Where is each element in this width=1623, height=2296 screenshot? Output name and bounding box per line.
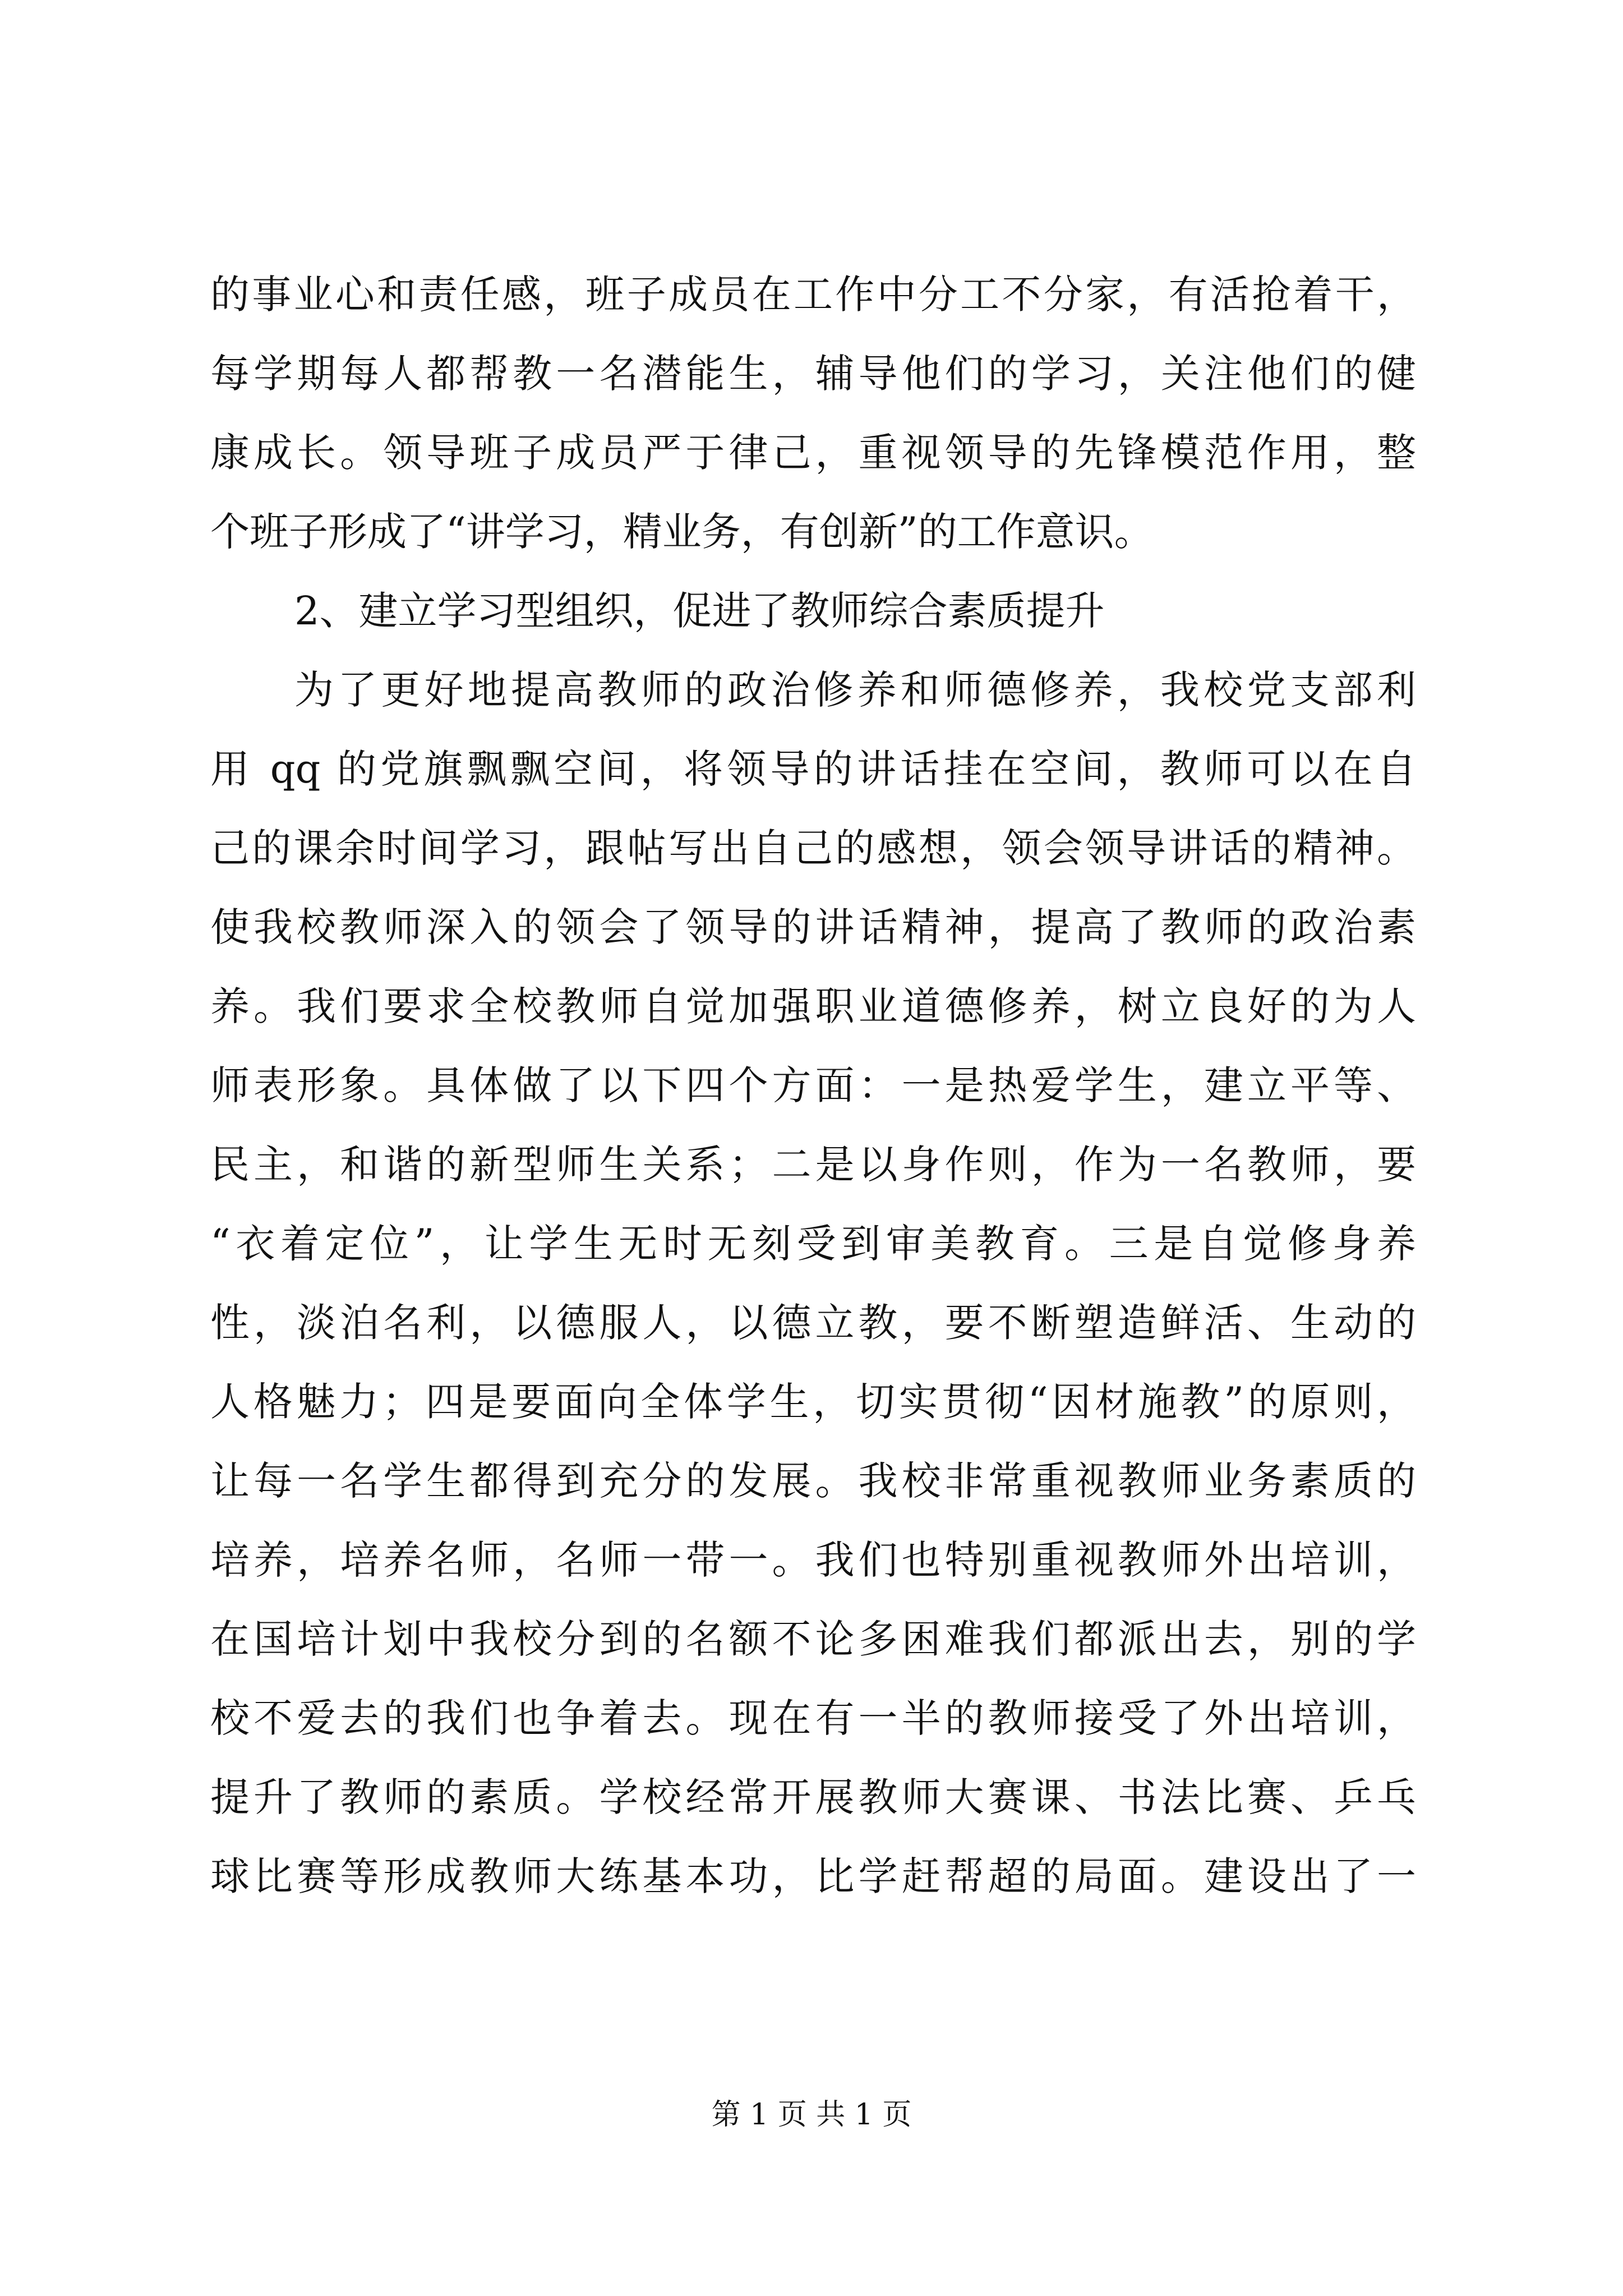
- text-line: 的事业心和责任感，班子成员在工作中分工不分家，有活抢着干，: [210, 272, 1416, 318]
- text-line: 用 qq 的党旗飘飘空间，将领导的讲话挂在空间，教师可以在自: [210, 746, 1416, 792]
- text-line: 使我校教师深入的领会了领导的讲话精神，提高了教师的政治素: [210, 904, 1416, 950]
- text-line: 在国培计划中我校分到的名额不论多困难我们都派出去，别的学: [210, 1616, 1416, 1662]
- section-heading: 2、建立学习型组织，促进了教师综合素质提升: [294, 588, 1105, 634]
- text-line: 校不爱去的我们也争着去。现在有一半的教师接受了外出培训，: [210, 1695, 1416, 1741]
- text-line: 为了更好地提高教师的政治修养和师德修养，我校党支部利: [294, 667, 1416, 713]
- text-line: 康成长。领导班子成员严于律己，重视领导的先锋模范作用，整: [210, 430, 1416, 476]
- text-line: 己的课余时间学习，跟帖写出自己的感想，领会领导讲话的精神。: [210, 825, 1416, 871]
- text-line: 个班子形成了“讲学习，精业务，有创新”的工作意识。: [210, 509, 1154, 555]
- text-line: 养。我们要求全校教师自觉加强职业道德修养，树立良好的为人: [210, 983, 1416, 1029]
- text-line: 性，淡泊名利，以德服人，以德立教，要不断塑造鲜活、生动的: [210, 1300, 1416, 1346]
- text-line: 每学期每人都帮教一名潜能生，辅导他们的学习，关注他们的健: [210, 351, 1416, 397]
- text-line: “衣着定位”，让学生无时无刻受到审美教育。三是自觉修身养: [210, 1221, 1416, 1267]
- text-line: 球比赛等形成教师大练基本功，比学赶帮超的局面。建设出了一: [210, 1853, 1416, 1899]
- text-line: 让每一名学生都得到充分的发展。我校非常重视教师业务素质的: [210, 1458, 1416, 1504]
- text-line: 提升了教师的素质。学校经常开展教师大赛课、书法比赛、乒乓: [210, 1774, 1416, 1820]
- text-line: 人格魅力；四是要面向全体学生，切实贯彻“因材施教”的原则，: [210, 1379, 1416, 1425]
- text-line: 培养，培养名师，名师一带一。我们也特别重视教师外出培训，: [210, 1537, 1416, 1583]
- text-line: 民主，和谐的新型师生关系；二是以身作则，作为一名教师，要: [210, 1142, 1416, 1188]
- document-body: [210, 255, 1416, 1916]
- text-line: 师表形象。具体做了以下四个方面：一是热爱学生，建立平等、: [210, 1062, 1416, 1108]
- page-number-footer: 第 1 页 共 1 页: [711, 2098, 912, 2132]
